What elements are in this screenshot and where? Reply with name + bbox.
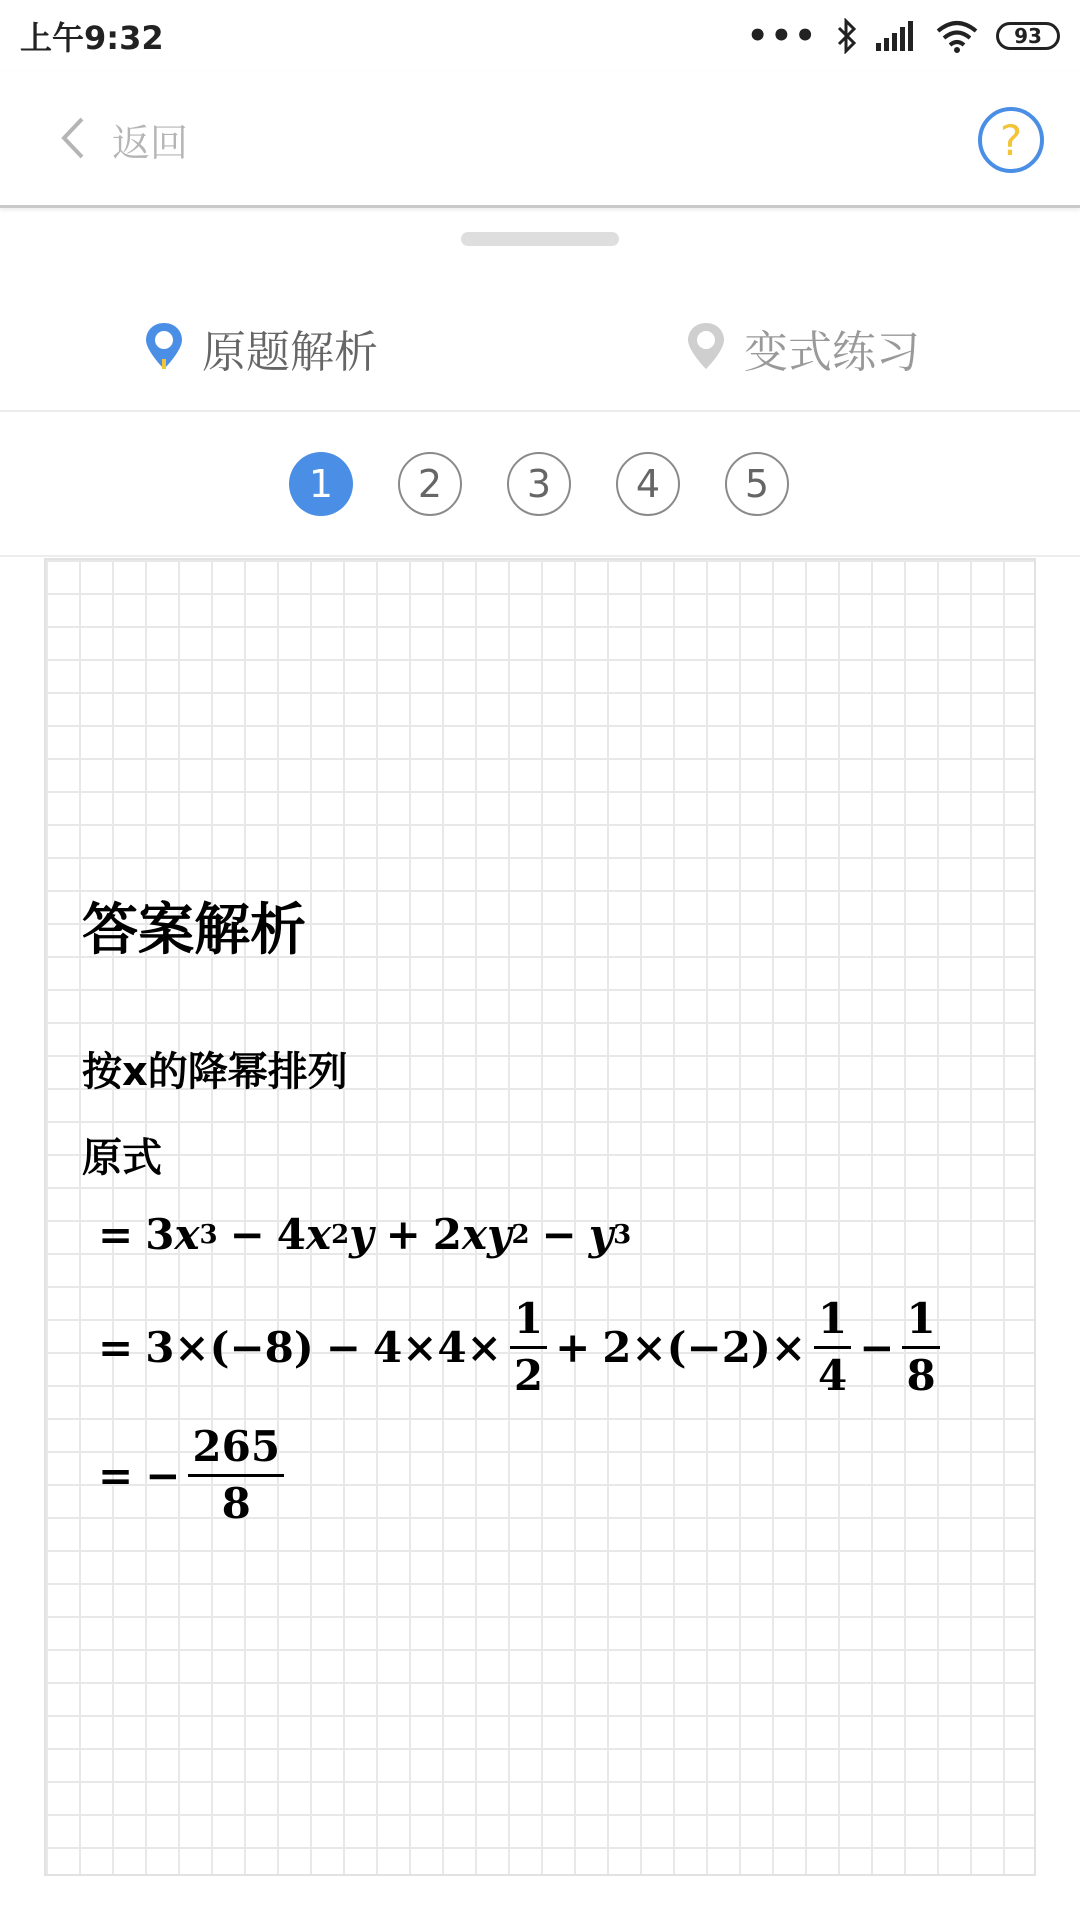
- step-3[interactable]: 3: [507, 452, 571, 516]
- equation-line-1: = 3 x 3 − 4 x 2 y + 2 xy 2 − y 3: [98, 1210, 632, 1259]
- step-5[interactable]: 5: [725, 452, 789, 516]
- chevron-left-icon: [60, 116, 86, 164]
- location-pin-icon: [144, 321, 184, 375]
- fraction-one-eighth: $\frac{1}{8}$: [902, 1298, 939, 1397]
- answer-title: 答案解析: [82, 898, 306, 963]
- fraction-one-half: $\frac{1}{2}$: [510, 1298, 547, 1397]
- bluetooth-icon: [836, 18, 858, 54]
- answer-paper: [44, 558, 1036, 1876]
- tab-variant-practice[interactable]: [686, 316, 920, 380]
- header: [0, 72, 1080, 208]
- equation-line-2: = 3×(−8) − 4×4× $\frac{1}{2}$ + 2×(−2)× $\frac{1}{4}$ − $\frac{1}{8}$: [98, 1298, 948, 1397]
- step-1[interactable]: 1: [289, 452, 353, 516]
- equation-line-3: = − $\frac{265}{8}$: [98, 1426, 292, 1525]
- step-selector: [0, 412, 1080, 557]
- fraction-one-quarter: $\frac{1}{4}$: [814, 1298, 851, 1397]
- help-button[interactable]: ?: [978, 107, 1044, 173]
- tab-label: 变式练习: [744, 327, 920, 378]
- location-pin-icon: [686, 321, 726, 375]
- status-icons: [747, 16, 1060, 56]
- back-label: 返回: [112, 121, 189, 165]
- status-time: 上午9:32: [20, 19, 164, 57]
- signal-icon: [876, 21, 918, 51]
- explanation-line-1: 按x的降幂排列: [82, 1049, 348, 1095]
- explanation-line-2: 原式: [82, 1135, 162, 1181]
- step-4[interactable]: 4: [616, 452, 680, 516]
- status-bar: [0, 0, 1080, 72]
- back-button[interactable]: [60, 112, 188, 167]
- tab-original-analysis[interactable]: [144, 316, 378, 380]
- drag-handle[interactable]: [461, 232, 619, 246]
- fraction-result: $\frac{265}{8}$: [188, 1426, 284, 1525]
- step-2[interactable]: 2: [398, 452, 462, 516]
- wifi-icon: [936, 19, 978, 53]
- more-dots-icon: •••: [746, 16, 818, 56]
- tab-bar: [0, 290, 1080, 412]
- battery-icon: 93: [996, 22, 1060, 50]
- tab-label: 原题解析: [202, 327, 378, 378]
